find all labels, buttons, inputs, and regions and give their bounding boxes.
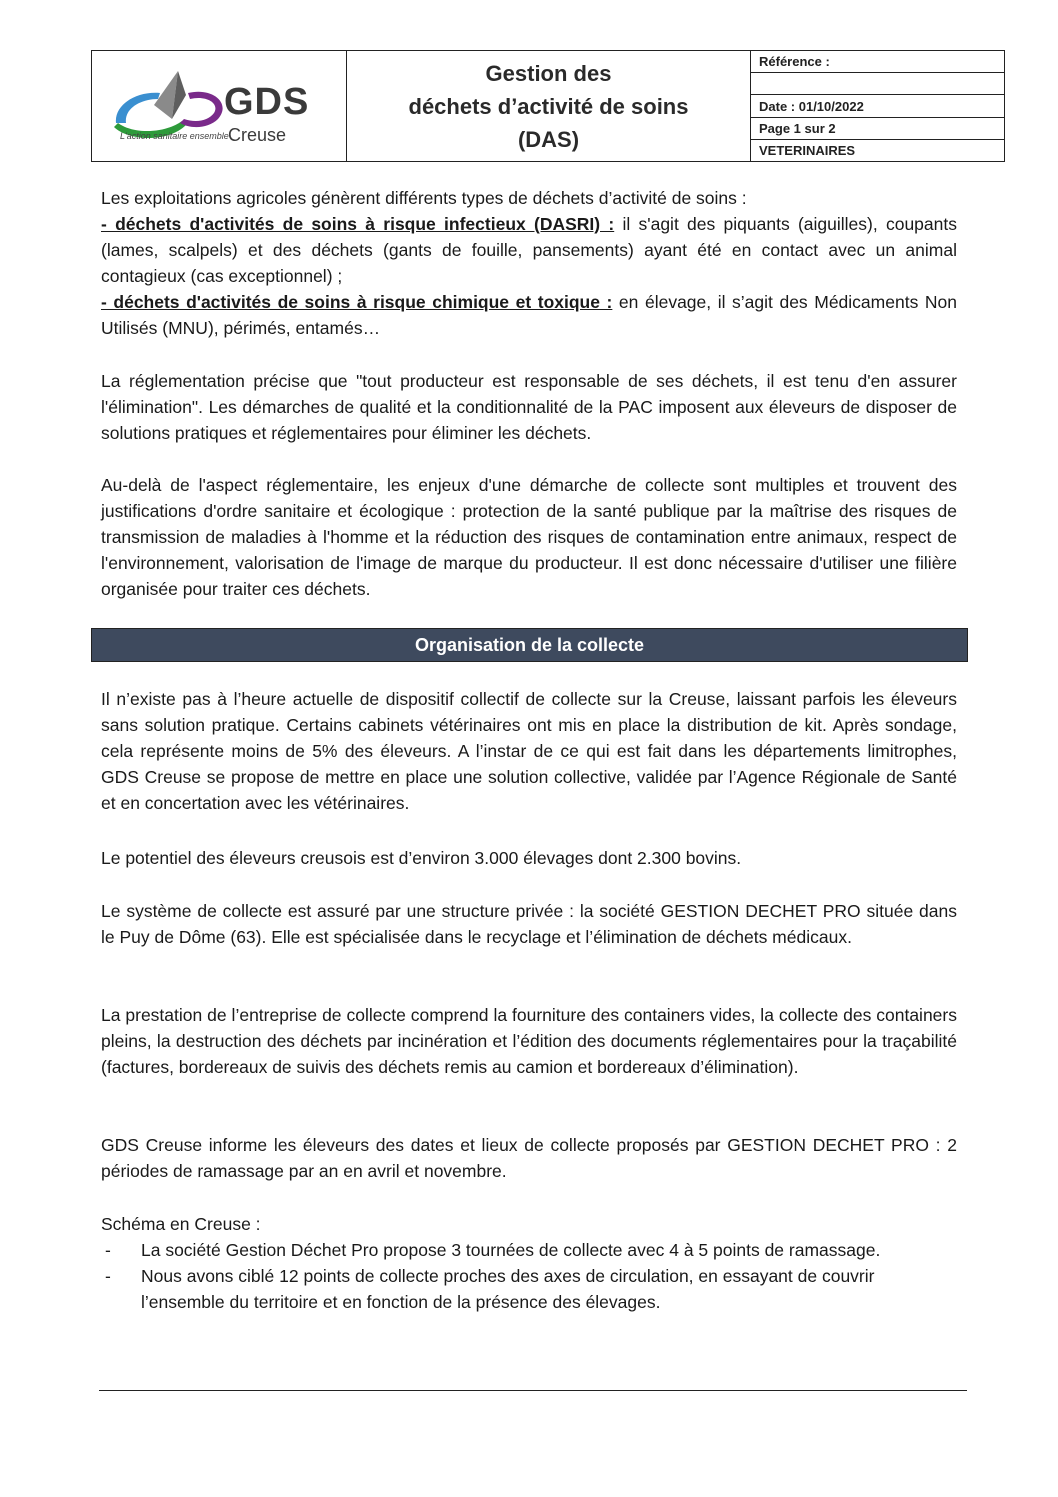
document-title: [347, 51, 751, 161]
logo-cell: [92, 51, 347, 161]
logo-slogan: L'action sanitaire ensemble: [120, 131, 229, 141]
footer-divider: [99, 1390, 967, 1391]
logo-brand: GDS: [224, 81, 310, 123]
scheme-section: [101, 1211, 957, 1315]
scheme-item-2: Nous avons ciblé 12 points de collecte proches des axes de circulation, en essayant de couvrir l’ensemble du territoire et en fonction de la présence des élevages.: [141, 1266, 875, 1312]
scheme-item-1: La société Gestion Déchet Pro propose 3 tournées de collecte avec 4 à 5 points de ramassage.: [141, 1240, 881, 1260]
paragraph-system: Le système de collecte est assuré par une structure privée : la société GESTION DECHET PRO située dans le Puy de Dôme (63). Elle est spécialisée dans le recyclage et l’élimination de déchets médicaux.: [101, 901, 957, 947]
list-item: [101, 1237, 957, 1263]
list-dash: -: [105, 1266, 111, 1286]
chemical-text: en élevage, il s’agit des Médicaments Non Utilisés (MNU), périmés, entamés…: [101, 292, 957, 338]
intro-item-chemical: [101, 289, 957, 341]
meta-date: Date : 01/10/2022: [751, 95, 1004, 117]
chemical-label: - déchets d'activités de soins à risque chimique et toxique :: [101, 292, 613, 312]
intro-item-dasri: [101, 211, 957, 289]
intro-section: [101, 185, 957, 341]
title-line-2: déchets d’activité de soins: [408, 93, 689, 119]
title-line-1: Gestion des: [485, 60, 612, 86]
section-banner: Organisation de la collecte: [91, 628, 968, 662]
scheme-title: Schéma en Creuse :: [101, 1214, 261, 1234]
intro-lead: Les exploitations agricoles génèrent différents types de déchets d’activité de soins :: [101, 188, 747, 208]
dasri-text: il s'agit des piquants (aiguilles), coupants (lames, scalpels) et des déchets (gants de fouille, pansements) ayant été en contact avec un animal contagieux (cas exceptionnel) ;: [101, 214, 957, 286]
meta-page: Page 1 sur 2: [751, 118, 1004, 140]
meta-reference: Référence :: [751, 51, 1004, 73]
paragraph-issues: Au-delà de l'aspect réglementaire, les enjeux d'une démarche de collecte sont multiples et trouvent des justifications d'ordre sanitaire et écologique : protection de la santé publique par la maîtrise des risques de transmission de maladies à l'homme et la réduction des risques de contamination entre animaux, respect de l'environnement, valorisation de l'image de marque du producteur. Il est donc nécessaire d'utiliser une filière organisée pour traiter ces déchets.: [101, 475, 957, 599]
paragraph-inform: GDS Creuse informe les éleveurs des dates et lieux de collecte proposés par GESTION DECHET PRO : 2 périodes de ramassage par an en avril et novembre.: [101, 1135, 957, 1181]
document-header: [91, 50, 1005, 162]
paragraph-service: La prestation de l’entreprise de collecte comprend la fourniture des containers vides, la collecte des containers pleins, la destruction des déchets par incinération et l’édition des documents réglementaires pour la traçabilité (factures, bordereaux de suivis des déchets remis au camion et bordereaux d’élimination).: [101, 1005, 957, 1077]
meta-blank: [751, 73, 1004, 95]
title-line-3: (DAS): [517, 126, 580, 152]
meta-category: VETERINAIRES: [759, 142, 856, 158]
list-item: [101, 1263, 957, 1315]
paragraph-potential: Le potentiel des éleveurs creusois est d’environ 3.000 élevages dont 2.300 bovins.: [101, 848, 742, 868]
logo-subtitle: Creuse: [228, 125, 287, 145]
meta-cell: [751, 51, 1004, 161]
paragraph-regulation: La réglementation précise que "tout producteur est responsable de ses déchets, il est tenu d'en assurer l'élimination". Les démarches de qualité et la conditionnalité de la PAC imposent aux éleveurs de disposer de solutions pratiques et réglementaires pour éliminer les déchets.: [101, 371, 957, 443]
paragraph-context: Il n’existe pas à l’heure actuelle de dispositif collectif de collecte sur la Creuse, laissant parfois les éleveurs sans solution pratique. Certains cabinets vétérinaires ont mis en place la distribution de kit. Après sondage, cela représente moins de 5% des éleveurs. A l’instar de ce qui est fait dans les départements limitrophes, GDS Creuse se propose de mettre en place une solution collective, validée par l’Agence Régionale de Santé et en concertation avec les vétérinaires.: [101, 689, 957, 813]
list-dash: -: [105, 1240, 111, 1260]
dasri-label: - déchets d'activités de soins à risque infectieux (DASRI) :: [101, 214, 615, 234]
